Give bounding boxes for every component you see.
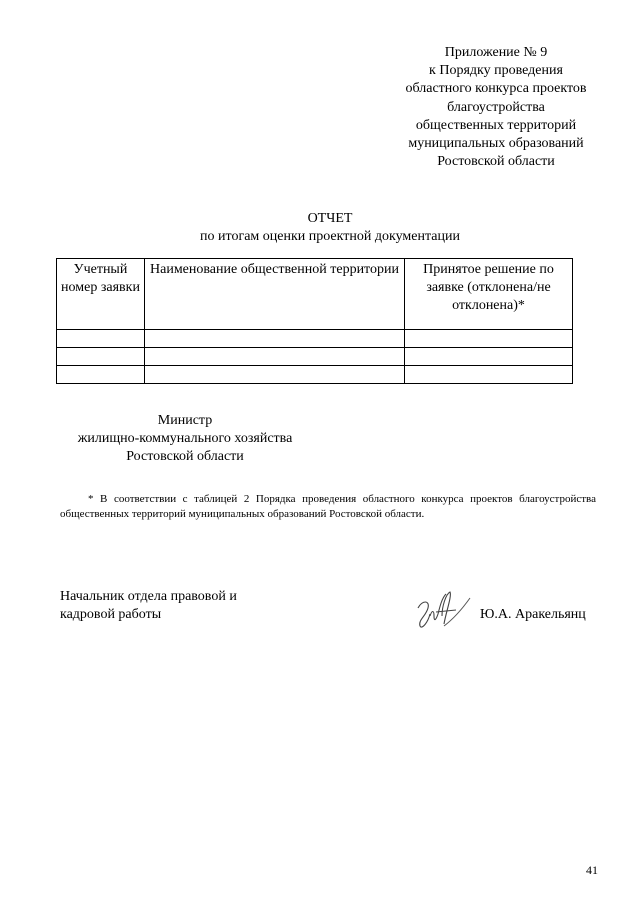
- appendix-line: областного конкурса проектов: [405, 81, 587, 97]
- appendix-line: муниципальных образований: [408, 136, 584, 152]
- table-cell: [145, 348, 405, 366]
- column-header-territory-name: [145, 259, 405, 330]
- table-cell: [145, 330, 405, 348]
- table-cell: [145, 366, 405, 384]
- table-cell: [405, 330, 573, 348]
- minister-block: [60, 412, 310, 466]
- report-table: [56, 258, 573, 384]
- minister-line: Министр: [157, 413, 213, 428]
- column-header-decision: [405, 259, 573, 330]
- column-header-label: Наименование общественной территории: [150, 262, 399, 277]
- table-row: [57, 366, 573, 384]
- column-header-label: Принятое решение по заявке (отклонена/не отклонена)*: [423, 262, 554, 313]
- table-cell: [405, 366, 573, 384]
- report-title: ОТЧЕТ: [307, 211, 353, 226]
- signature-position-line: кадровой работы: [60, 607, 162, 622]
- signature-position: [60, 588, 290, 624]
- minister-line: жилищно-коммунального хозяйства: [77, 431, 293, 446]
- appendix-line: благоустройства: [447, 99, 545, 115]
- appendix-line: общественных территорий: [415, 117, 577, 133]
- column-header-label: Учетный номер заявки: [61, 262, 140, 295]
- column-header-application-number: [57, 259, 145, 330]
- appendix-header: [380, 44, 612, 171]
- footnote: * В соответствии с таблицей 2 Порядка проведения областного конкурса проектов благоустройства общественных территорий муниципальных образований Ростовской области.: [60, 493, 596, 520]
- table-cell: [57, 330, 145, 348]
- signatory-name: Ю.А. Аракельянц: [480, 607, 586, 622]
- table-row: [57, 348, 573, 366]
- signature-position-line: Начальник отдела правовой и: [60, 589, 237, 604]
- appendix-line: к Порядку проведения: [429, 63, 563, 79]
- table-cell: [57, 366, 145, 384]
- appendix-line: Ростовской области: [437, 154, 555, 170]
- table-cell: [405, 348, 573, 366]
- appendix-line: Приложение № 9: [444, 45, 548, 60]
- table-cell: [57, 348, 145, 366]
- table-header-row: [57, 259, 573, 330]
- table-row: [57, 330, 573, 348]
- page-number: 41: [586, 863, 598, 877]
- report-subtitle: по итогам оценки проектной документации: [200, 229, 460, 244]
- minister-line: Ростовской области: [126, 449, 244, 464]
- handwritten-signature: [412, 586, 474, 636]
